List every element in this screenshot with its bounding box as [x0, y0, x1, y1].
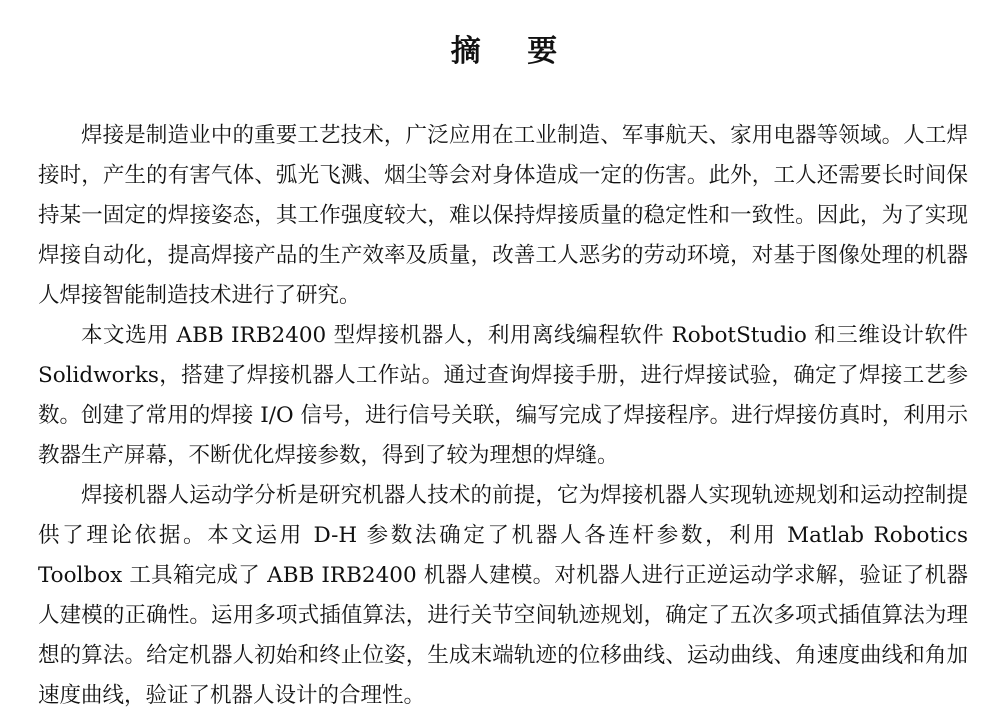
abstract-paragraph-2: 本文选用 ABB IRB2400 型焊接机器人，利用离线编程软件 RobotStudio 和三维设计软件 Solidworks，搭建了焊接机器人工作站。通过查询焊接手册，进行焊接试验，确定了焊接工艺参数。创建了常用的焊接 I/O 信号，进行信号关联，编写完成了焊接程序。进行焊接仿真时，利用示教器生产屏幕，不断优化焊接参数，得到了较为理想的焊缝。 — [38, 323, 968, 468]
abstract-title: 摘 要 — [450, 34, 576, 69]
abstract-paragraph-3: 焊接机器人运动学分析是研究机器人技术的前提，它为焊接机器人实现轨迹规划和运动控制提供了理论依据。本文运用 D-H 参数法确定了机器人各连杆参数，利用 Matlab Robotics Toolbox 工具箱完成了 ABB IRB2400 机器人建模。对机器人进行正逆运动学求解，验证了机器人建模的正确性。运用多项式插值算法，进行关节空间轨迹规划，确定了五次多项式插值算法为理想的算法。给定机器人初始和终止位姿，生成末端轨迹的位移曲线、运动曲线、角速度曲线和角加速度曲线，验证了机器人设计的合理性。 — [38, 483, 968, 708]
abstract-body — [38, 116, 968, 716]
abstract-paragraph-1: 焊接是制造业中的重要工艺技术，广泛应用在工业制造、军事航天、家用电器等领域。人工焊接时，产生的有害气体、弧光飞溅、烟尘等会对身体造成一定的伤害。此外，工人还需要长时间保持某一固定的焊接姿态，其工作强度较大，难以保持焊接质量的稳定性和一致性。因此，为了实现焊接自动化，提高焊接产品的生产效率及质量，改善工人恶劣的劳动环境，对基于图像处理的机器人焊接智能制造技术进行了研究。 — [38, 123, 968, 308]
